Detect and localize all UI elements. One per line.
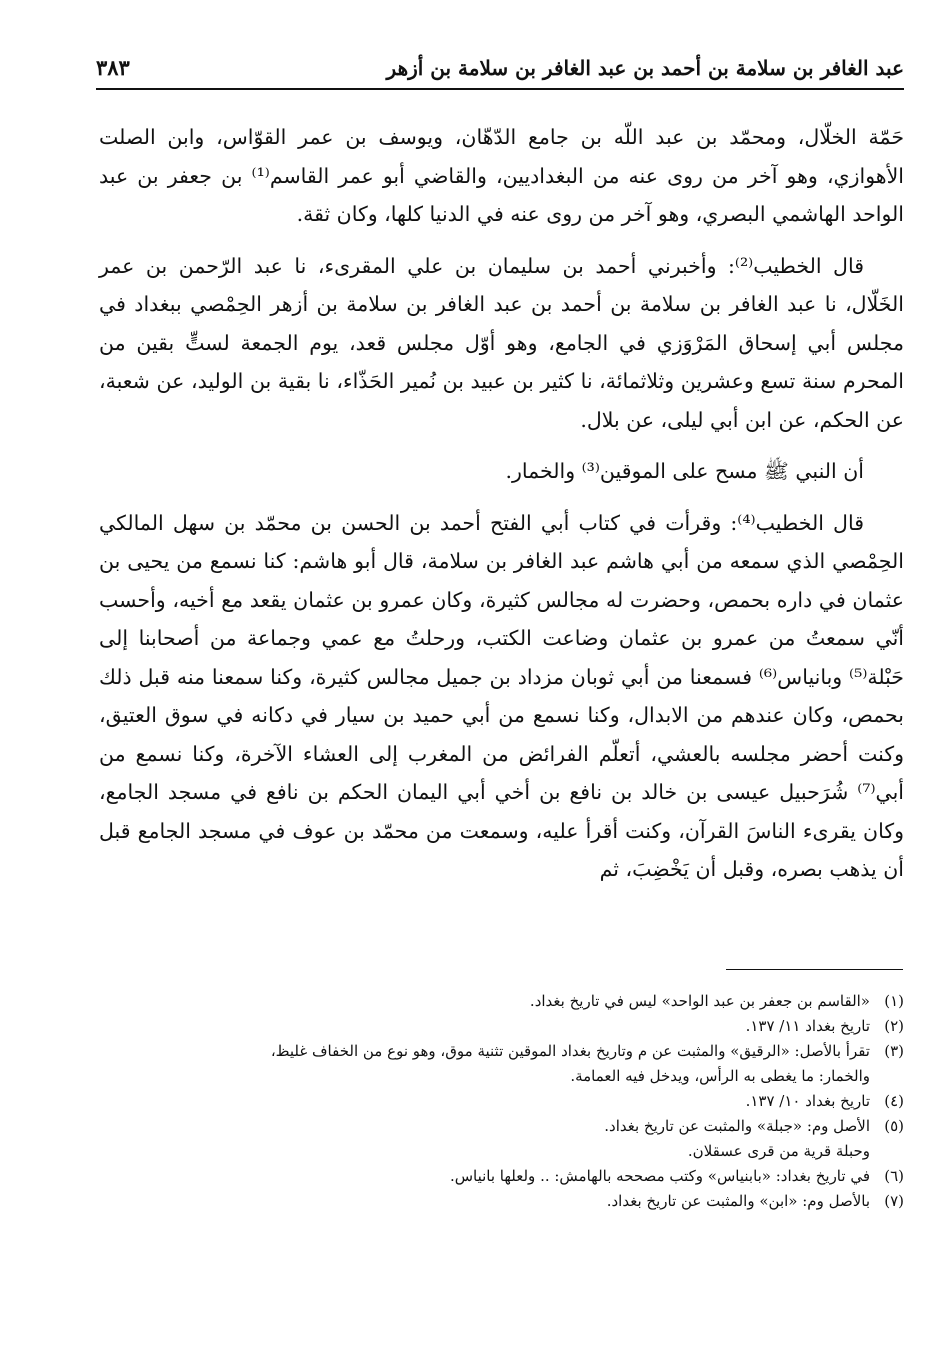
paragraph-1: حَمّة الخلّال، ومحمّد بن عبد اللّه بن جامع الدّهّان، ويوسف بن عمر القوّاس، وابن الصلت الأهوازي، وهو آخر من روى عنه من البغداديين، والقاضي أبو عمر القاسم⁽¹⁾ بن جعفر بن عبد الواحد الهاشمي البصري، وهو آخر من روى عنه في الدنيا كلها، وكان ثقة. (99, 125, 904, 226)
footnote-number: (٥) (884, 1117, 904, 1135)
footnote-6 (99, 1164, 904, 1189)
footnote-text: تاريخ بغداد ١١/ ١٣٧. (745, 1017, 870, 1035)
footnote-text: «القاسم بن جعفر بن عبد الواحد» ليس في تاريخ بغداد. (529, 992, 870, 1010)
footnote-separator (726, 969, 903, 970)
footnote-number: (٧) (884, 1192, 904, 1210)
footnote-number: (٢) (884, 1017, 904, 1035)
footnote-number: (٤) (884, 1092, 904, 1110)
footnote-number: (٣) (884, 1042, 904, 1060)
paragraph-4: قال الخطيب⁽⁴⁾: وقرأت في كتاب أبي الفتح أحمد بن الحسن بن محمّد بن سهل المالكي الحِمْصي الذي سمعه من أبي هاشم عبد الغافر بن سلامة، قال أبو هاشم: كنا نسمع من يحيى بن عثمان في داره بحمص، وحضرت له مجالس كثيرة، وكان عمرو بن عثمان يقعد مع أخيه، وأحسب أنّي سمعتُ من عمرو بن عثمان وضاعت الكتب، ورحلتُ مع عمي وجماعة من أصحابنا إلى حَبْلة⁽⁵⁾ وبانياس⁽⁶⁾ فسمعنا من أبي ثوبان مزداد بن جميل مجالس كثيرة، وكنا سمعنا منه قبل ذلك بحمص، وكان عندهم من الابدال، وكنا نسمع من أبي حميد بن سيار في دكانه في سوق العتيق، وكنت أحضر مجلسه بالعشي، أتعلّم الفرائض من المغرب إلى العشاء الآخرة، وكنا نسمع من أبي⁽⁷⁾ شُرَحبيل عيسى بن خالد بن نافع بن أخي أبي اليمان الحكم بن نافع في مسجد الجامع، وكان يقرىء الناسَ القرآن، وكنت أقرأ عليه، وسمعت من محمّد بن عوف في مسجد الجامع قبل أن يذهب بصره، وقبل أن يَخْضِبَ، ثم (99, 510, 904, 881)
footnote-number: (١) (884, 992, 904, 1010)
footnote-5 (99, 1114, 904, 1164)
footnote-text: تقرأ بالأصل: «الرقيق» والمثبت عن م وتاريخ بغداد الموقين تثنية موق، وهو نوع من الخفاف غليظ، (270, 1042, 870, 1060)
footnote-text: الأصل وم: «جبلة» والمثبت عن تاريخ بغداد. (604, 1117, 870, 1135)
footnotes (99, 989, 904, 1214)
paragraph-3: أن النبي ﷺ مسح على الموقين⁽³⁾ والخمار. (505, 459, 864, 483)
footnote-text-continued: وحبلة قرية من قرى عسقلان. (687, 1142, 870, 1160)
running-title: عبد الغافر بن سلامة بن أحمد بن عبد الغافر بن سلامة بن أزهر (386, 56, 904, 80)
page-number: ٣٨٣ (96, 55, 130, 80)
footnote-4 (99, 1089, 904, 1114)
footnote-number: (٦) (884, 1167, 904, 1185)
main-text (99, 118, 904, 889)
footnote-text: في تاريخ بغداد: «بابنياس» وكتب مصححه بالهامش: .. ولعلها بانياس. (449, 1167, 870, 1185)
footnote-1 (99, 989, 904, 1014)
footnote-text-continued: والخمار: ما يغطى به الرأس، ويدخل فيه العمامة. (570, 1067, 870, 1085)
page-header (96, 40, 904, 90)
footnote-text-block (99, 1114, 870, 1164)
footnote-7 (99, 1189, 904, 1214)
footnote-2 (99, 1014, 904, 1039)
footnote-text: بالأصل وم: «ابن» والمثبت عن تاريخ بغداد. (606, 1192, 870, 1210)
footnote-3 (99, 1039, 904, 1089)
footnote-text: تاريخ بغداد ١٠/ ١٣٧. (745, 1092, 870, 1110)
footnote-text-block (99, 1039, 870, 1089)
paragraph-2: قال الخطيب⁽²⁾: وأخبرني أحمد بن سليمان بن علي المقرىء، نا عبد الرّحمن بن عمر الخَلّال، نا عبد الغافر بن سلامة بن أحمد بن عبد الغافر بن سلامة بن أزهر الحِمْصي ببغداد في مجلس أبي إسحاق المَرْوَزي في الجامع، وهو أوّل مجلس قعد، يوم الجمعة لستٍّ بقين من المحرم سنة تسع وعشرين وثلاثمائة، نا كثير بن عبيد بن نُمير الحَذّاء، نا بقية بن الوليد، عن شعبة، عن الحكم، عن ابن أبي ليلى، عن بلال. (99, 253, 904, 432)
